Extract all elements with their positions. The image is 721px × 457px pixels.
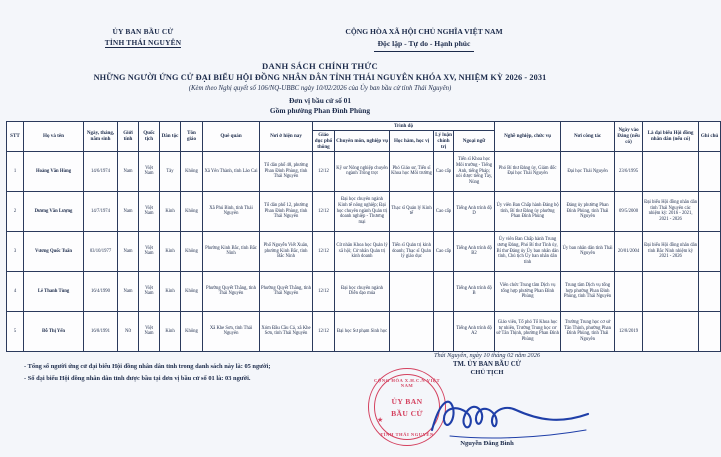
table-group-header-row bbox=[7, 121, 721, 130]
cell-party-date: 23/6/1995 bbox=[615, 151, 643, 191]
cell-foreign-language: Tiếng Anh trình độ B bbox=[454, 271, 495, 311]
document-titles bbox=[0, 61, 640, 115]
th-residence: Nơi ở hiện nay bbox=[260, 121, 313, 151]
th-hdnd-member: Là đại biểu Hội đồng nhân dân (nếu có) bbox=[643, 121, 699, 151]
cell-nationality: Việt Nam bbox=[139, 151, 160, 191]
cell-education: 12/12 bbox=[313, 191, 335, 231]
cell-hometown: Phường Quyết Thắng, tỉnh Thái Nguyên bbox=[203, 271, 260, 311]
cell-dob: 03/10/1977 bbox=[84, 231, 118, 271]
cell-nationality: Việt Nam bbox=[139, 231, 160, 271]
decree-reference: (Kèm theo Nghị quyết số 106/NQ-UBBC ngày 10/02/2026 của Ủy ban bầu cử tỉnh Thái Nguyên) bbox=[188, 84, 452, 92]
cell-note bbox=[699, 271, 721, 311]
cell-hometown: Phường Kinh Bắc, tỉnh Bắc Ninh bbox=[203, 231, 260, 271]
cell-hometown: Xã Phú Bình, tỉnh Thái Nguyên bbox=[203, 191, 260, 231]
cell-residence: Tổ dân phố 12, phường Phan Đình Phùng, tỉnh Thái Nguyên bbox=[260, 191, 313, 231]
candidate-table bbox=[6, 121, 721, 352]
cell-nationality: Việt Nam bbox=[139, 191, 160, 231]
cell-nationality: Việt Nam bbox=[139, 271, 160, 311]
candidate-table-wrap bbox=[0, 115, 719, 352]
cell-specialty: Đại học Sư phạm Sinh học bbox=[335, 311, 390, 351]
table-row bbox=[7, 311, 721, 351]
note-total-candidates: - Tổng số người ứng cử đại biểu Hội đồng nhân dân tỉnh trong danh sách này là: 05 người; bbox=[24, 362, 271, 370]
cell-nationality: Việt Nam bbox=[139, 311, 160, 351]
cell-stt: 3 bbox=[7, 231, 24, 271]
cell-political-theory: Cao cấp bbox=[434, 151, 454, 191]
official-seal-stamp bbox=[368, 368, 446, 446]
cell-dob: 14/6/1974 bbox=[84, 151, 118, 191]
cell-political-theory bbox=[434, 311, 454, 351]
electoral-unit-wards: Gồm phường Phan Đình Phùng bbox=[269, 105, 371, 115]
th-workplace: Nơi công tác bbox=[561, 121, 615, 151]
national-title: CỘNG HÒA XÃ HỘI CHỦ NGHĨA VIỆT NAM bbox=[345, 27, 503, 36]
candidate-table-body bbox=[7, 151, 721, 351]
authority-line-2: TỈNH THÁI NGUYÊN bbox=[104, 38, 182, 48]
table-row bbox=[7, 231, 721, 271]
electoral-unit: Đơn vị bầu cử số 01 bbox=[288, 95, 352, 105]
cell-academic-title: Phó Giáo sư, Tiến sĩ Khoa học Môi trường bbox=[390, 151, 434, 191]
signature-date: Thái Nguyên, ngày 10 tháng 02 năm 2026 bbox=[434, 352, 540, 359]
th-party-date: Ngày vào Đảng (nếu có) bbox=[615, 121, 643, 151]
cell-religion: Không bbox=[181, 151, 203, 191]
cell-occupation: Giáo viên, Tổ phó Tổ Khoa học tự nhiên, Trường Trung học cơ sở Tân Thịnh, phường Phan Đình Phùng bbox=[495, 311, 561, 351]
table-row bbox=[7, 151, 721, 191]
th-note: Ghi chú bbox=[699, 121, 721, 151]
cell-political-theory: Cao cấp bbox=[434, 231, 454, 271]
cell-education: 12/12 bbox=[313, 271, 335, 311]
national-motto-wrap bbox=[248, 37, 600, 51]
cell-note bbox=[699, 151, 721, 191]
cell-residence: Phường Quyết Thắng, tỉnh Thái Nguyên bbox=[260, 271, 313, 311]
cell-foreign-language: Tiếng Anh trình độ D bbox=[454, 191, 495, 231]
th-education: Giáo dục phổ thông bbox=[313, 130, 335, 151]
th-foreign-language: Ngoại ngữ bbox=[454, 130, 495, 151]
cell-workplace: Trường Trung học cơ sở Tân Thịnh, phường Phan Đình Phùng, tỉnh Thái Nguyên bbox=[561, 311, 615, 351]
cell-foreign-language: Tiến sĩ Khoa học Môi trường - Tiếng Anh, tiếng Pháp; nói được tiếng Tày, Nùng bbox=[454, 151, 495, 191]
document-header bbox=[0, 0, 640, 52]
cell-gender: Nữ bbox=[118, 311, 139, 351]
cell-stt: 5 bbox=[7, 311, 24, 351]
th-dob: Ngày, tháng, năm sinh bbox=[84, 121, 118, 151]
cell-party-date bbox=[615, 271, 643, 311]
cell-fullname: Hoàng Văn Hùng bbox=[24, 151, 84, 191]
cell-academic-title bbox=[390, 311, 434, 351]
cell-fullname: Lê Thanh Tùng bbox=[24, 271, 84, 311]
cell-workplace: Đại học Thái Nguyên bbox=[561, 151, 615, 191]
cell-dob: 16/4/1990 bbox=[84, 271, 118, 311]
national-motto: Độc lập - Tự do - Hạnh phúc bbox=[374, 38, 475, 51]
seal-arc-bottom-text: TỈNH THÁI NGUYÊN bbox=[380, 432, 434, 437]
cell-party-date: 09/5/2000 bbox=[615, 191, 643, 231]
cell-workplace: Ủy ban nhân dân tỉnh Thái Nguyên bbox=[561, 231, 615, 271]
cell-note bbox=[699, 311, 721, 351]
seal-line-2: BẦU CỬ bbox=[391, 409, 423, 418]
cell-academic-title bbox=[390, 271, 434, 311]
cell-stt: 4 bbox=[7, 271, 24, 311]
cell-residence: Xóm Đầu Cầu Cá, xã Khe Sơn, tỉnh Thái Nguyên bbox=[260, 311, 313, 351]
signer-name: Nguyễn Đăng Bình bbox=[460, 440, 514, 447]
th-stt: STT bbox=[7, 121, 24, 151]
cell-hdnd-member: Đại biểu Hội đồng nhân dân tỉnh Bắc Ninh nhiệm kỳ 2021 - 2026 bbox=[643, 231, 699, 271]
cell-hdnd-member: Đại biểu Hội đồng nhân dân tỉnh Thái Nguyên các nhiệm kỳ: 2016 - 2021, 2021 - 2026 bbox=[643, 191, 699, 231]
cell-political-theory bbox=[434, 271, 454, 311]
cell-academic-title: Tiến sĩ Quản trị kinh doanh; Thạc sĩ Quản lý giáo dục bbox=[390, 231, 434, 271]
cell-dob: 14/7/1974 bbox=[84, 191, 118, 231]
cell-fullname: Đỗ Thị Yến bbox=[24, 311, 84, 351]
cell-occupation: Ủy viên Ban Chấp hành Đảng bộ tỉnh, Bí thư Đảng ủy phường Phan Đình Phùng bbox=[495, 191, 561, 231]
cell-education: 12/12 bbox=[313, 311, 335, 351]
cell-foreign-language: Tiếng Anh trình độ B2 bbox=[454, 231, 495, 271]
signature-block bbox=[362, 352, 612, 447]
seal-line-1: ỦY BAN bbox=[391, 397, 423, 406]
page-title: DANH SÁCH CHÍNH THỨC bbox=[261, 60, 379, 71]
cell-occupation: Ủy viên Ban Chấp hành Trung ương Đảng, Phó Bí thư Tỉnh ủy, Bí thư Đảng ủy Ủy ban nhân dân tỉnh, Chủ tịch Ủy ban nhân dân tỉnh bbox=[495, 231, 561, 271]
th-ethnicity: Dân tộc bbox=[160, 121, 181, 151]
cell-fullname: Vương Quốc Tuấn bbox=[24, 231, 84, 271]
cell-gender: Nam bbox=[118, 191, 139, 231]
th-academic-title: Học hàm, học vị bbox=[390, 130, 434, 151]
cell-stt: 2 bbox=[7, 191, 24, 231]
th-hometown: Quê quán bbox=[203, 121, 260, 151]
seal-arc-top-text: CỘNG HÒA X.H.C.N VIỆT NAM bbox=[373, 378, 441, 388]
cell-workplace: Trung tâm Dịch vụ tổng hợp phường Phan Đình Phùng, tỉnh Thái Nguyên bbox=[561, 271, 615, 311]
cell-religion: Không bbox=[181, 191, 203, 231]
cell-workplace: Đảng ủy phường Phan Đình Phùng, tỉnh Thái Nguyên bbox=[561, 191, 615, 231]
page-subtitle: NHỮNG NGƯỜI ỨNG CỬ ĐẠI BIỂU HỘI ĐỒNG NHÂN DÂN TỈNH THÁI NGUYÊN KHÓA XV, NHIỆM KỲ 2026 - 2031 bbox=[93, 72, 547, 82]
cell-foreign-language: Tiếng Anh trình độ A2 bbox=[454, 311, 495, 351]
th-religion: Tôn giáo bbox=[181, 121, 203, 151]
th-fullname: Họ và tên bbox=[24, 121, 84, 151]
cell-gender: Nam bbox=[118, 271, 139, 311]
cell-occupation: Phó Bí thư Đảng ủy, Giám đốc Đại học Thái Nguyên bbox=[495, 151, 561, 191]
national-heading bbox=[248, 26, 622, 52]
cell-stt: 1 bbox=[7, 151, 24, 191]
cell-hdnd-member bbox=[643, 271, 699, 311]
note-seats-available: - Số đại biểu Hội đồng nhân dân tỉnh được bầu tại đơn vị bầu cử số 01 là: 03 người. bbox=[24, 374, 251, 382]
cell-hdnd-member bbox=[643, 151, 699, 191]
handwritten-signature bbox=[420, 390, 600, 442]
signature-on-behalf: TM. ỦY BAN BẦU CỬ bbox=[452, 361, 522, 368]
cell-ethnicity: Kinh bbox=[160, 231, 181, 271]
cell-academic-title: Thạc sĩ Quản lý Kinh tế bbox=[390, 191, 434, 231]
cell-specialty: Cử nhân Khoa học Quản lý xã hội; Cử nhân Quản trị kinh doanh bbox=[335, 231, 390, 271]
cell-education: 12/12 bbox=[313, 231, 335, 271]
cell-gender: Nam bbox=[118, 231, 139, 271]
cell-party-date: 12/8/2019 bbox=[615, 311, 643, 351]
cell-ethnicity: Tày bbox=[160, 151, 181, 191]
cell-political-theory: Cao cấp bbox=[434, 191, 454, 231]
cell-hdnd-member bbox=[643, 311, 699, 351]
cell-specialty: Kỹ sư Nông nghiệp chuyên ngành Trồng trọt bbox=[335, 151, 390, 191]
issuing-authority bbox=[18, 26, 248, 52]
cell-hometown: Xã Yên Thành, tỉnh Lào Cai bbox=[203, 151, 260, 191]
cell-specialty: Đại học chuyên ngành Diễn đạo múa bbox=[335, 271, 390, 311]
cell-ethnicity: Kinh bbox=[160, 271, 181, 311]
cell-fullname: Dương Văn Lượng bbox=[24, 191, 84, 231]
th-group-qualifications: Trình độ bbox=[313, 121, 495, 130]
cell-religion: Không bbox=[181, 311, 203, 351]
cell-residence: Phố Nguyễn Viết Xuân, phường Kinh Bắc, tỉnh Bắc Ninh bbox=[260, 231, 313, 271]
star-icon: ★ bbox=[377, 416, 384, 424]
cell-ethnicity: Kinh bbox=[160, 311, 181, 351]
cell-specialty: Đại học chuyên ngành Kinh tế nông nghiệp; Đại học chuyên ngành Quản trị doanh nghiệp - Thương mại bbox=[335, 191, 390, 231]
cell-hometown: Xã Khe Sơn, tỉnh Thái Nguyên bbox=[203, 311, 260, 351]
cell-note bbox=[699, 231, 721, 271]
authority-line-1: ỦY BAN BẦU CỬ bbox=[112, 27, 174, 36]
th-occupation: Nghề nghiệp, chức vụ bbox=[495, 121, 561, 151]
cell-occupation: Viên chức Trung tâm Dịch vụ tổng hợp phường Phan Đình Phùng bbox=[495, 271, 561, 311]
cell-education: 12/12 bbox=[313, 151, 335, 191]
table-row bbox=[7, 191, 721, 231]
cell-religion: Không bbox=[181, 271, 203, 311]
cell-dob: 16/8/1991 bbox=[84, 311, 118, 351]
cell-party-date: 20/01/2004 bbox=[615, 231, 643, 271]
cell-religion: Không bbox=[181, 231, 203, 271]
cell-note bbox=[699, 191, 721, 231]
table-row bbox=[7, 271, 721, 311]
cell-residence: Tổ dân phố 48, phường Phan Đình Phùng, tỉnh Thái Nguyên bbox=[260, 151, 313, 191]
signature-role: CHỦ TỊCH bbox=[470, 369, 504, 376]
th-specialty: Chuyên môn, nghiệp vụ bbox=[335, 130, 390, 151]
th-nationality: Quốc tịch bbox=[139, 121, 160, 151]
cell-ethnicity: Kinh bbox=[160, 191, 181, 231]
th-political-theory: Lý luận chính trị bbox=[435, 131, 452, 150]
cell-gender: Nam bbox=[118, 151, 139, 191]
th-gender: Giới tính bbox=[118, 121, 139, 151]
